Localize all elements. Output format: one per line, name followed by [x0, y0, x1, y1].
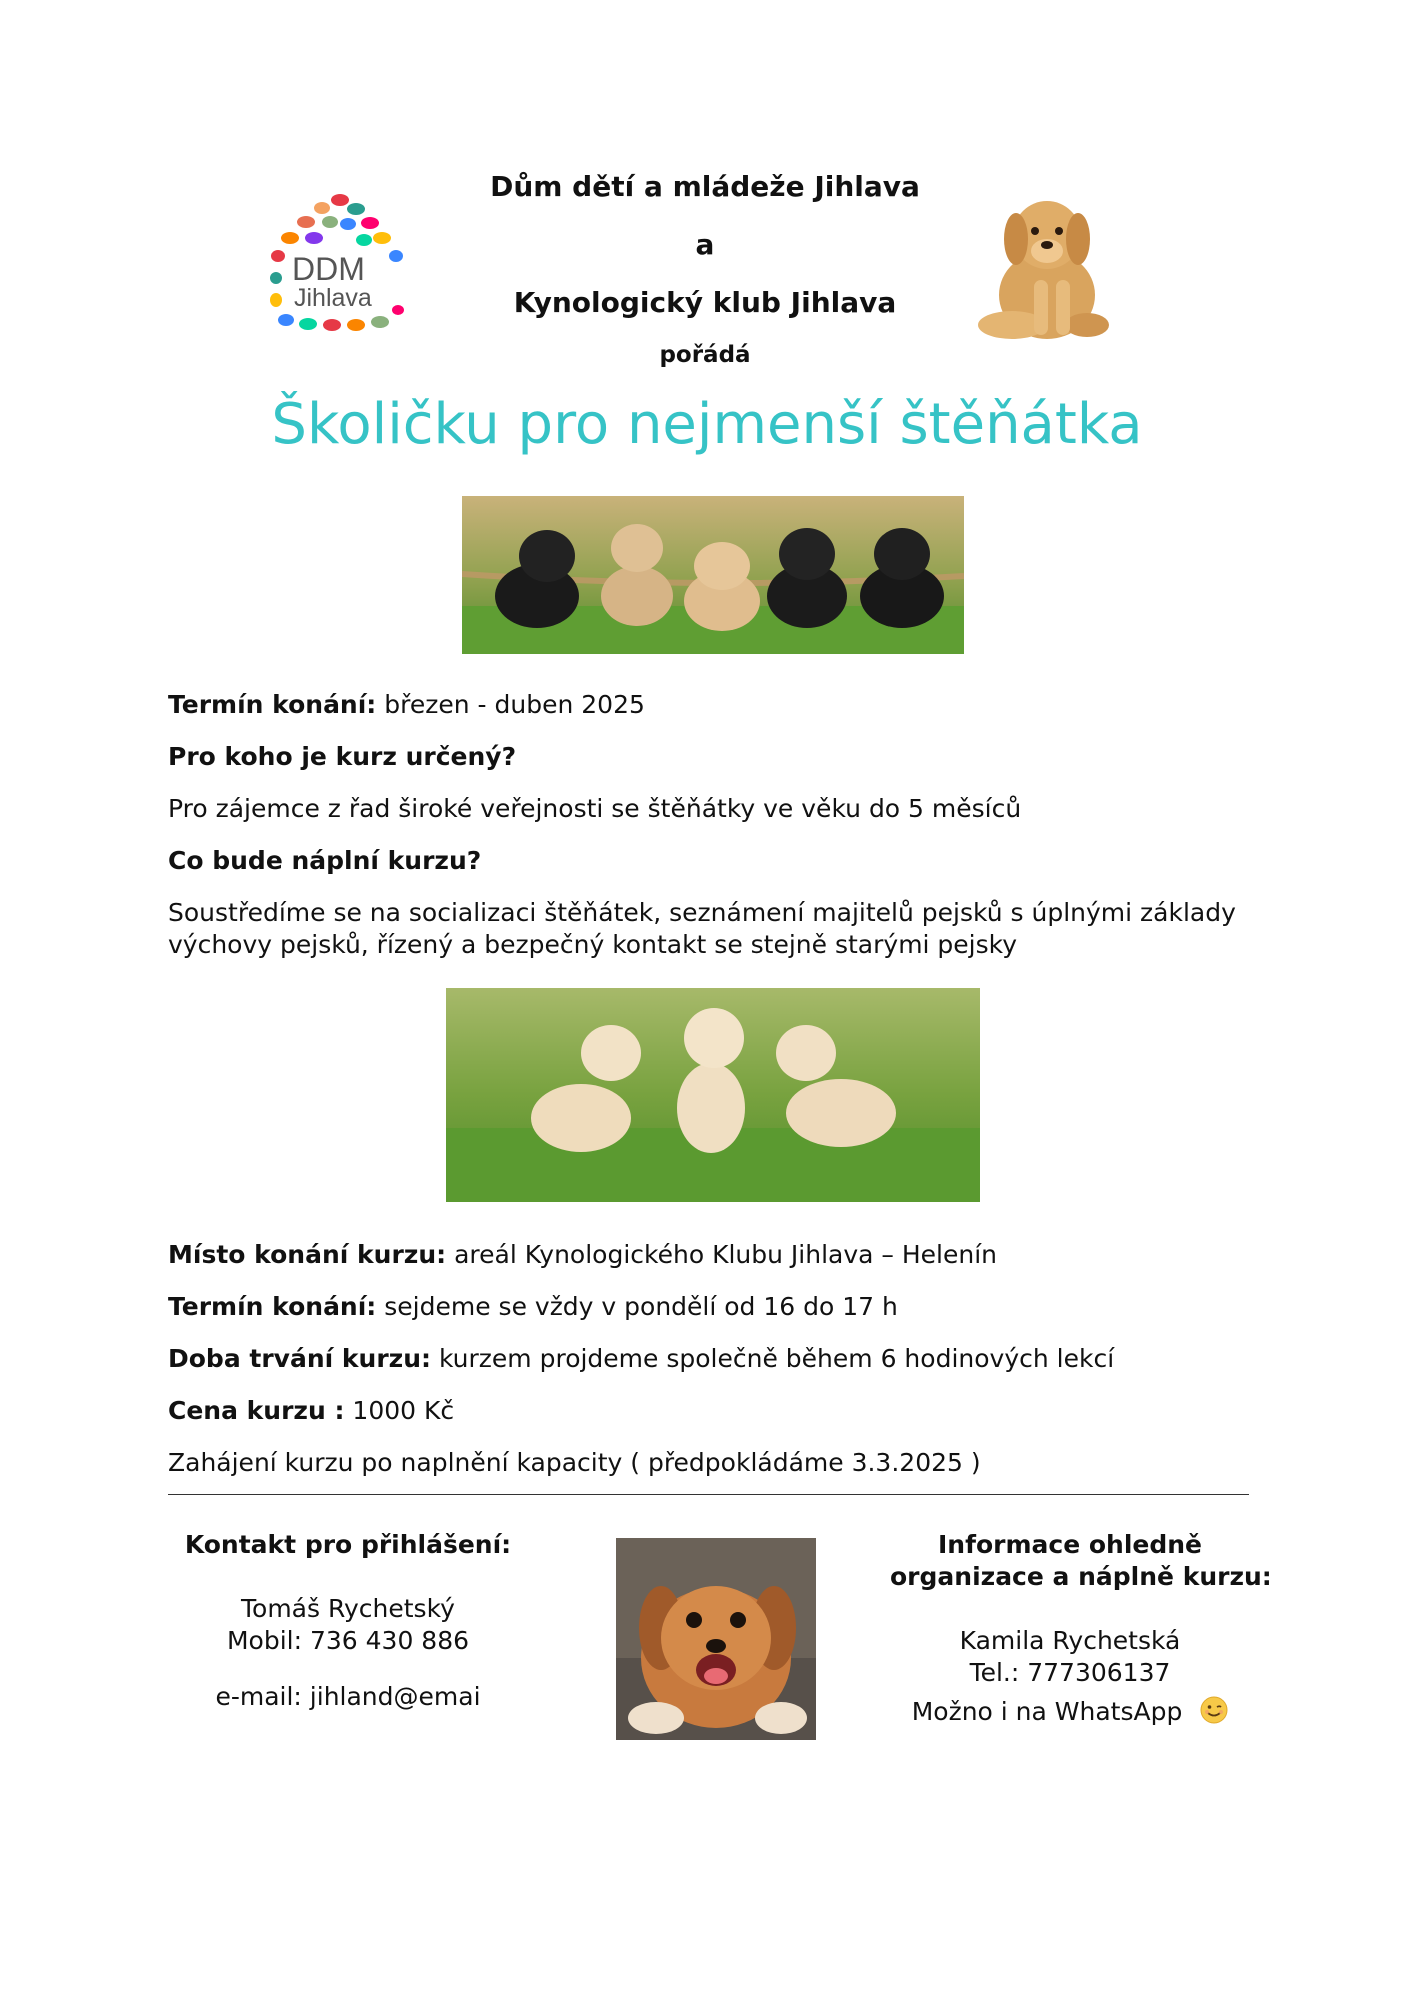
place-value: areál Kynologického Klubu Jihlava – Helenín: [446, 1240, 998, 1269]
duration-label: Doba trvání kurzu:: [168, 1344, 432, 1373]
contact-left-email[interactable]: e-mail: jihland@emai: [215, 1682, 481, 1711]
org-connector: a: [695, 228, 715, 261]
time-line: [168, 1292, 898, 1321]
contact-left-phone: Mobil: 736 430 886: [226, 1626, 470, 1655]
logo-text-bottom: Jihlava: [294, 284, 372, 312]
contact-right-phone: Tel.: 777306137: [969, 1658, 1171, 1687]
term-value: březen - duben 2025: [376, 690, 645, 719]
term-line: [168, 690, 645, 719]
presents-label: pořádá: [659, 342, 751, 368]
photo-puppies-rope: [462, 496, 964, 654]
logo-text-top: DDM: [292, 251, 365, 287]
time-label: Termín konání:: [168, 1292, 377, 1321]
org-name-kynologicky: Kynologický klub Jihlava: [513, 286, 897, 319]
term-label: Termín konání:: [168, 690, 377, 719]
contact-right-name: Kamila Rychetská: [959, 1626, 1181, 1655]
contact-right-heading-line1: Informace ohledně: [937, 1530, 1203, 1559]
place-label: Místo konání kurzu:: [168, 1240, 447, 1269]
ddm-logo: [268, 188, 418, 338]
duration-line: [168, 1344, 1114, 1373]
price-label: Cena kurzu :: [168, 1396, 345, 1425]
contact-right-whatsapp-line: [890, 1696, 1250, 1730]
what-answer-line2: výchovy pejsků, řízený a bezpečný kontakt se stejně starými pejsky: [168, 930, 1018, 959]
price-value: 1000 Kč: [344, 1396, 455, 1425]
contact-right-whatsapp: Možno i na WhatsApp: [911, 1697, 1183, 1726]
who-question: Pro koho je kurz určený?: [168, 742, 517, 771]
contact-left-heading: Kontakt pro přihlášení:: [184, 1530, 512, 1559]
who-answer: Pro zájemce z řad široké veřejnosti se štěňátky ve věku do 5 měsíců: [168, 794, 1022, 823]
org-name-ddm: Dům dětí a mládeže Jihlava: [490, 170, 920, 203]
start-line: Zahájení kurzu po naplnění kapacity ( předpokládáme 3.3.2025 ): [168, 1448, 981, 1477]
separator-line: [168, 1494, 1249, 1495]
what-answer-line1: Soustředíme se na socializaci štěňátek, seznámení majitelů pejsků s úplnými základy: [168, 898, 1236, 927]
place-line: [168, 1240, 997, 1269]
photo-happy-puppy: [616, 1538, 816, 1740]
duration-value: kurzem projdeme společně během 6 hodinových lekcí: [431, 1344, 1115, 1373]
smiling-face-icon: [1200, 1696, 1228, 1730]
what-question: Co bude náplní kurzu?: [168, 846, 482, 875]
price-line: [168, 1396, 454, 1425]
time-value: sejdeme se vždy v pondělí od 16 do 17 h: [376, 1292, 898, 1321]
contact-left-name: Tomáš Rychetský: [241, 1594, 455, 1623]
puppy-illustration: [972, 185, 1122, 345]
contact-right-heading-line2: organizace a náplně kurzu:: [890, 1562, 1272, 1591]
main-title: Školičku pro nejmenší štěňátka: [271, 392, 1143, 457]
photo-puppies-playing: [446, 988, 980, 1202]
